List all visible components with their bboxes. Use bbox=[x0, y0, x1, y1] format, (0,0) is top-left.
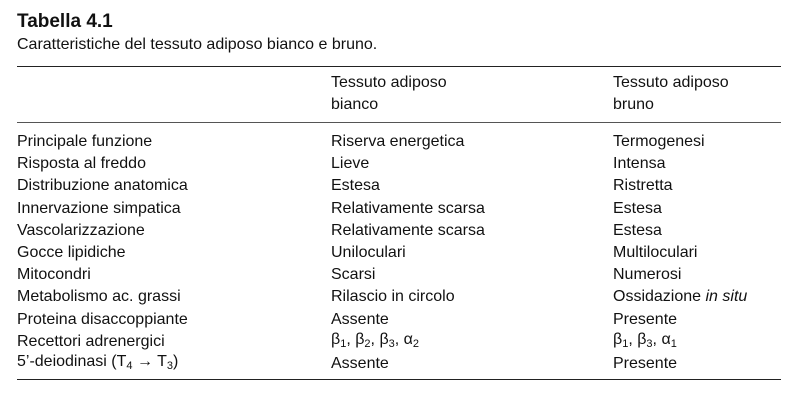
receptor-subscript: 1 bbox=[340, 337, 347, 350]
table-row bbox=[17, 175, 781, 197]
feature-subscript: 3 bbox=[166, 359, 174, 372]
receptor-text: β bbox=[613, 330, 623, 348]
row-feature: Mitocondri bbox=[17, 266, 91, 284]
table-row bbox=[17, 131, 781, 153]
header-feature bbox=[17, 72, 331, 122]
feature-text: → T bbox=[132, 352, 167, 370]
receptor-subscript: 1 bbox=[622, 337, 629, 350]
row-brown-value: Estesa bbox=[613, 221, 662, 239]
receptor-subscript: 2 bbox=[412, 337, 420, 350]
receptor-text: β bbox=[331, 330, 341, 348]
table-title: Tabella 4.1 bbox=[17, 11, 113, 32]
row-brown-value: Estesa bbox=[613, 199, 662, 217]
table-row bbox=[17, 309, 781, 331]
receptor-text: , β bbox=[628, 330, 647, 348]
row-white-value: Assente bbox=[331, 310, 389, 328]
table-row bbox=[17, 242, 781, 264]
feature-text: 5’-deiodinasi (T bbox=[17, 352, 127, 370]
receptor-text: , α bbox=[394, 330, 413, 348]
row-white-value: Estesa bbox=[331, 177, 380, 195]
row-white-value: Assente bbox=[331, 354, 389, 372]
brown-value-italic: in situ bbox=[705, 288, 748, 306]
row-brown-value: Intensa bbox=[613, 155, 666, 173]
table-body bbox=[17, 123, 781, 379]
row-brown-value: Presente bbox=[613, 354, 678, 372]
table-caption: Caratteristiche del tessuto adiposo bianco e bruno. bbox=[17, 36, 378, 53]
receptor-text: , β bbox=[346, 330, 365, 348]
receptor-subscript: 3 bbox=[388, 337, 395, 350]
table-bottom-rule bbox=[17, 379, 781, 380]
row-feature: Gocce lipidiche bbox=[17, 244, 126, 262]
row-white-value: Lieve bbox=[331, 155, 370, 173]
row-feature: Distribuzione anatomica bbox=[17, 177, 188, 195]
row-white-value: Relativamente scarsa bbox=[331, 199, 485, 217]
table-row bbox=[17, 153, 781, 175]
row-feature: Innervazione simpatica bbox=[17, 199, 181, 217]
row-brown-value bbox=[613, 286, 781, 308]
row-feature: Vascolarizzazione bbox=[17, 221, 145, 239]
row-white-receptors bbox=[331, 329, 613, 355]
row-brown-value: Presente bbox=[613, 310, 678, 328]
receptor-subscript: 3 bbox=[646, 337, 653, 350]
row-brown-receptors bbox=[613, 329, 781, 355]
receptor-text: , β bbox=[370, 330, 389, 348]
row-brown-value: Termogenesi bbox=[613, 133, 705, 151]
brown-value-prefix: Ossidazione bbox=[613, 288, 706, 306]
table-row bbox=[17, 353, 781, 375]
row-feature: Principale funzione bbox=[17, 133, 153, 151]
table-page bbox=[17, 10, 781, 380]
receptor-text: , α bbox=[652, 330, 671, 348]
table-row bbox=[17, 264, 781, 286]
table-row bbox=[17, 198, 781, 220]
table-row bbox=[17, 220, 781, 242]
row-feature: Metabolismo ac. grassi bbox=[17, 288, 181, 306]
row-feature: Proteina disaccoppiante bbox=[17, 310, 188, 328]
row-feature: Recettori adrenergici bbox=[17, 332, 165, 350]
row-white-value: Relativamente scarsa bbox=[331, 221, 485, 239]
row-white-value: Rilascio in circolo bbox=[331, 288, 455, 306]
row-brown-value: Ristretta bbox=[613, 177, 673, 195]
row-white-value: Scarsi bbox=[331, 266, 376, 284]
feature-text: ) bbox=[173, 352, 179, 370]
table-row bbox=[17, 331, 781, 353]
receptor-subscript: 1 bbox=[670, 337, 677, 350]
receptor-subscript: 2 bbox=[364, 337, 371, 350]
header-white-adipose: Tessuto adiposo bianco bbox=[331, 74, 447, 113]
row-brown-value: Numerosi bbox=[613, 266, 682, 284]
row-white-value: Riserva energetica bbox=[331, 133, 465, 151]
row-feature: Risposta al freddo bbox=[17, 155, 146, 173]
feature-subscript: 4 bbox=[126, 359, 133, 372]
row-brown-value: Multiloculari bbox=[613, 244, 698, 262]
table-row bbox=[17, 286, 781, 308]
table-header-row bbox=[17, 67, 781, 123]
row-feature-deiodinase bbox=[17, 351, 331, 377]
header-brown-adipose: Tessuto adiposo bruno bbox=[613, 74, 729, 113]
row-white-value: Uniloculari bbox=[331, 244, 406, 262]
